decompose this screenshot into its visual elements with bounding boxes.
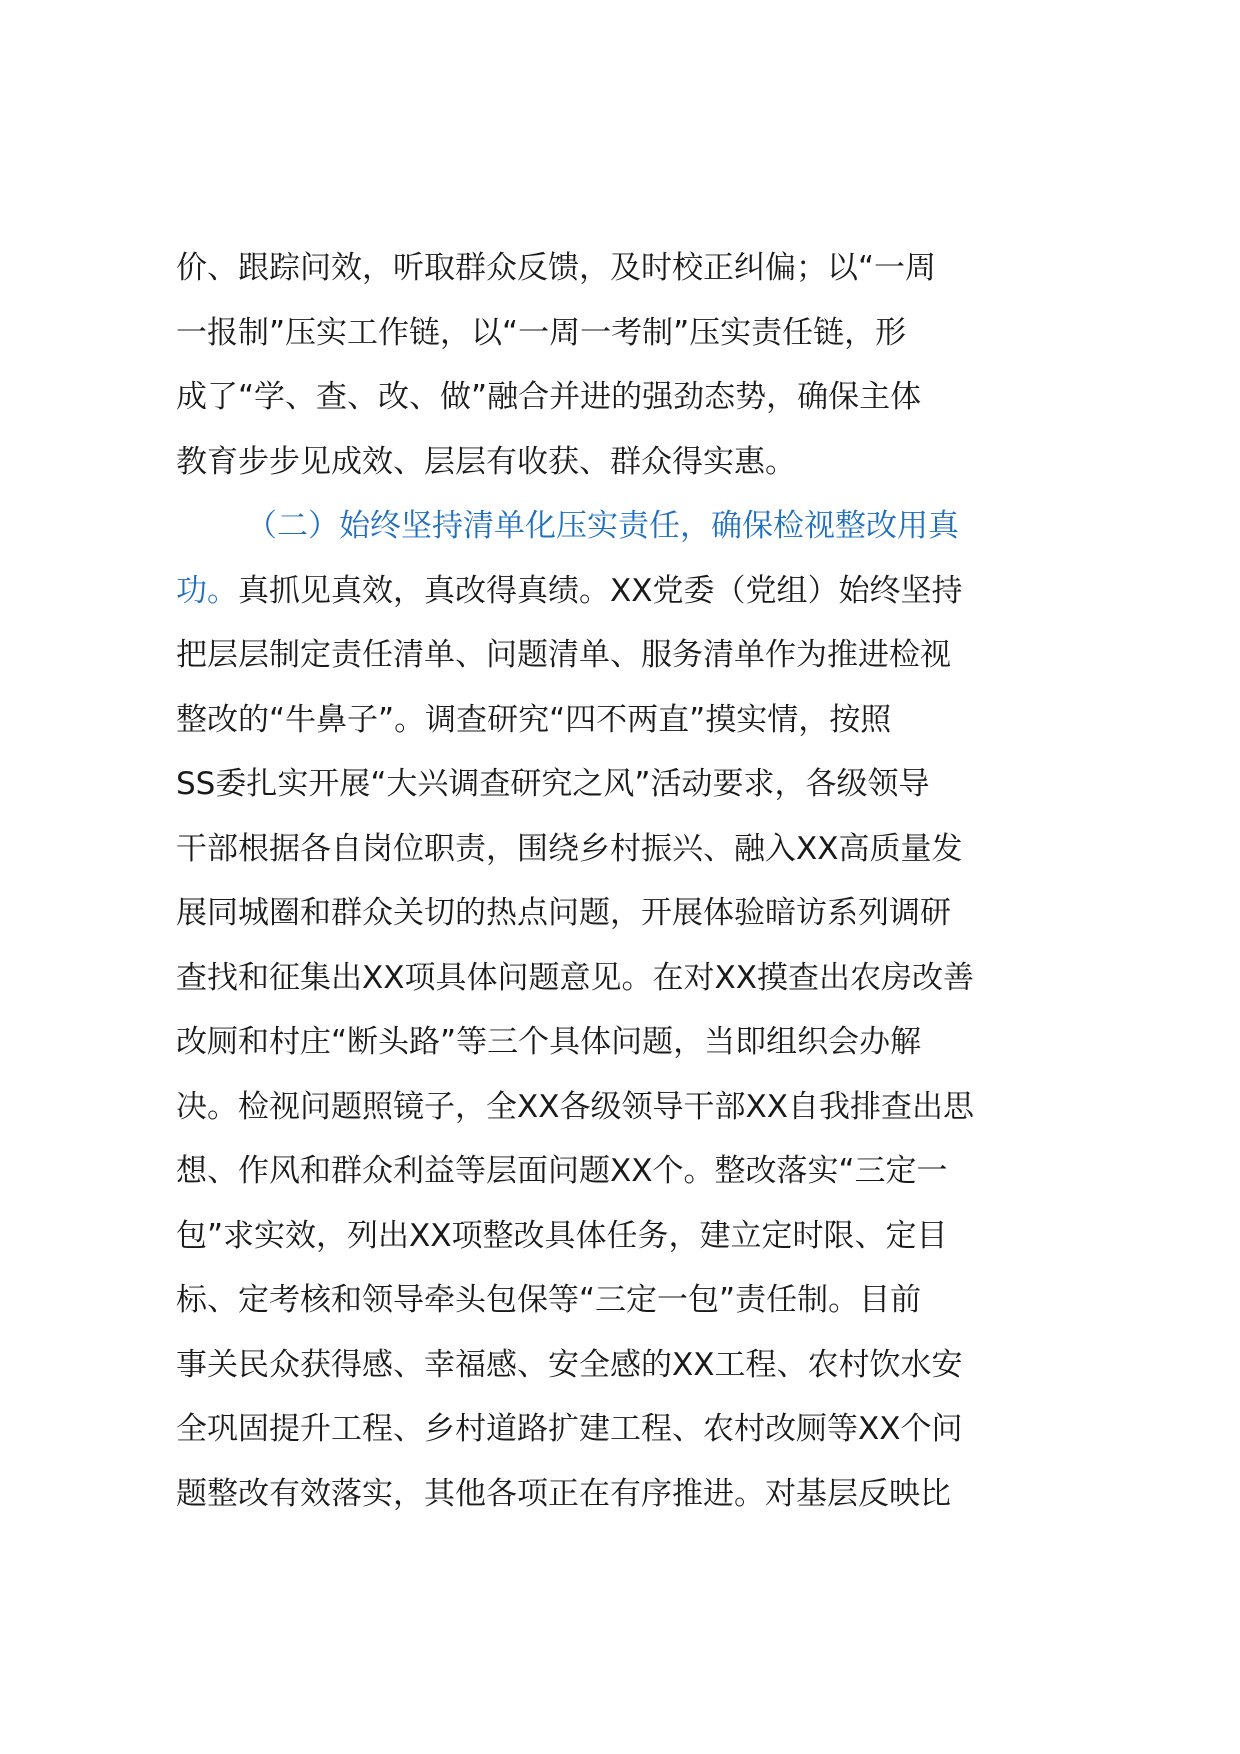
- paragraph-line: 标、定考核和领导牵头包保等“三定一包”责任制。目前: [176, 1282, 922, 1318]
- paragraph-line: 整改的“牛鼻子”。调查研究“四不两直”摸实情，按照: [176, 701, 892, 738]
- paragraph-line: 价、跟踪问效，听取群众反馈，及时校正纠偏；以“一周: [176, 250, 937, 286]
- paragraph-line: 展同城圈和群众关切的热点问题，开展体验暗访系列调研: [176, 895, 951, 931]
- paragraph-line: 事关民众获得感、幸福感、安全感的XX工程、农村饮水安: [176, 1346, 963, 1383]
- section-heading-continuation-line: [176, 559, 1112, 624]
- paragraph-line: 想、作风和群众利益等层面问题XX个。整改落实“三定一: [176, 1153, 948, 1189]
- paragraph-line: 查找和征集出XX项具体问题意见。在对XX摸查出农房改善: [176, 959, 974, 996]
- paragraph-line: 教育步步见成效、层层有收获、群众得实惠。: [176, 443, 796, 480]
- section-heading-end: 功。: [176, 572, 238, 609]
- paragraph-line: 一报制”压实工作链，以“一周一考制”压实责任链，形: [176, 314, 907, 351]
- paragraph-line: 决。检视问题照镜子，全XX各级领导干部XX自我排查出思: [176, 1088, 974, 1125]
- paragraph-line: 把层层制定责任清单、问题清单、服务清单作为推进检视: [176, 637, 951, 673]
- section-heading: （二）始终坚持清单化压实责任，确保检视整改用真: [246, 508, 959, 544]
- paragraph-line: 包”求实效，列出XX项整改具体任务，建立定时限、定目: [176, 1217, 948, 1254]
- paragraph-line: SS委扎实开展“大兴调查研究之风”活动要求，各级领导: [176, 766, 930, 802]
- paragraph-line: 题整改有效落实，其他各项正在有序推进。对基层反映比: [176, 1475, 951, 1512]
- paragraph-line: 改厕和村庄“断头路”等三个具体问题，当即组织会办解: [176, 1024, 922, 1060]
- paragraph-line: 全巩固提升工程、乡村道路扩建工程、农村改厕等XX个问: [176, 1411, 963, 1447]
- document-body: [176, 236, 1112, 1526]
- section-body-start: 真抓见真效，真改得真绩。XX党委（党组）始终坚持: [238, 572, 963, 609]
- paragraph-line: 干部根据各自岗位职责，围绕乡村振兴、融入XX高质量发: [176, 830, 963, 867]
- paragraph-line: 成了“学、查、改、做”融合并进的强劲态势，确保主体: [176, 379, 922, 415]
